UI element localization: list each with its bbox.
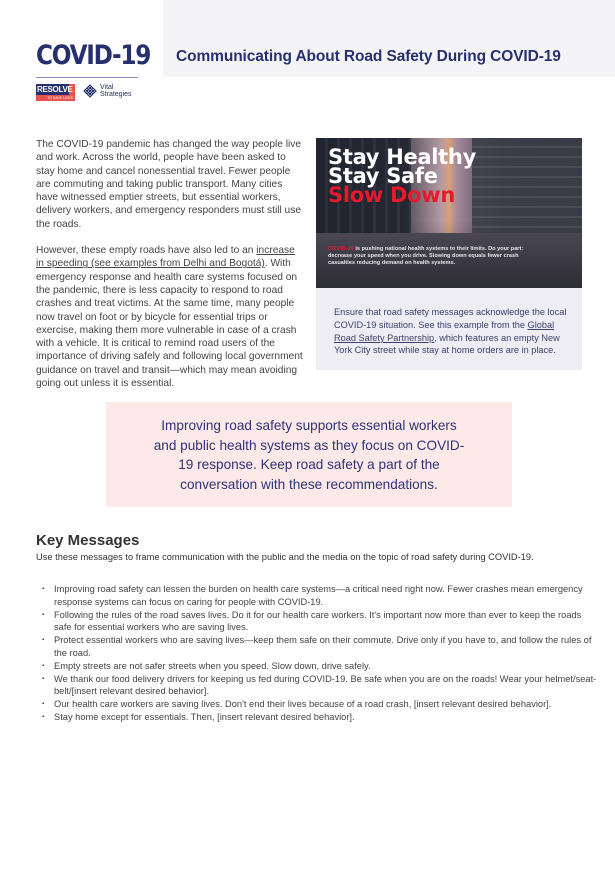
poster-caption-highlight: COVID-19 [328, 246, 354, 252]
poster-headline-line3: Slow Down [328, 183, 455, 207]
intro-paragraph-2 [36, 244, 304, 390]
key-messages-list [42, 583, 597, 724]
document-title: Communicating About Road Safety During COVID-19 [176, 48, 561, 65]
example-description [334, 306, 574, 357]
example-campaign-card [316, 138, 582, 370]
campaign-poster-image [316, 138, 582, 288]
poster-headline-line1: Stay Healthy [328, 145, 476, 169]
resolve-logo-text: RESOLVE [36, 84, 75, 95]
vital-text-line2: Strategies [100, 91, 132, 98]
list-item: ▪ Our health care workers are saving lives. Don't end their lives because of a road crash, [insert relevant desired behavior]. [42, 698, 597, 711]
key-messages-subtitle: Use these messages to frame communication with the public and the media on the topic of road safety during COVID-19. [36, 552, 534, 562]
example-text-before-link: Ensure that road safety messages acknowledge the local COVID-19 situation. See this example from the [334, 307, 567, 330]
list-item: ▪ Stay home except for essentials. Then, [insert relevant desired behavior]. [42, 711, 597, 724]
brand-divider [36, 77, 138, 78]
resolve-to-save-lives-logo [36, 84, 75, 101]
intro-section [36, 138, 304, 403]
poster-caption [328, 246, 533, 268]
poster-caption-text: is pushing national health systems to their limits. Do your part: decrease your speed when you drive. Slowing down equals fewer crash casualties reducing demand on health systems. [328, 246, 524, 267]
list-item: ▪ Empty streets are not safer streets when you speed. Slow down, drive safely. [42, 660, 597, 673]
poster-headline [328, 145, 476, 207]
key-messages-heading: Key Messages [36, 532, 140, 549]
poster-headline-line2: Stay Safe [328, 164, 438, 188]
example-text-after-link: , which features an empty New York City street while stay at home orders are in place. [334, 332, 560, 356]
callout-text: Improving road safety supports essential workers and public health systems as they focus on COVID-19 response. Keep road safety a part of the conversation with these recommendations. [153, 418, 465, 492]
vital-strategies-logo [82, 83, 132, 99]
resolve-logo-tagline: TO SAVE LIVES [36, 95, 75, 101]
intro-text-after-link: . With emergency response and health care systems focused on the pandemic, there is less capacity to respond to road crashes and treat victims. At the same time, many people now travel on foot or by bicycle for essential trips or exercise, making them more vulnerable in case of a crash with a vehicle. It is critical to remind road users of the importance of driving safely and following local government guidance on travel and transit—which may mean avoiding going out unless it is essential. [36, 258, 303, 390]
global-road-safety-partnership-link[interactable]: Global Road Safety Partnership [334, 319, 555, 343]
list-item: ▪ We thank our food delivery drivers for keeping us fed during COVID-19. Be safe when you are on the roads! Wear your helmet/seat-belt/[insert relevant desired behavior]. [42, 673, 597, 699]
intro-text-before-link: However, these empty roads have also led to an [36, 245, 257, 257]
speeding-examples-link[interactable]: increase in speeding (see examples from Delhi and Bogotá) [36, 245, 295, 270]
vital-text-line1: Vital [100, 84, 114, 91]
list-item: ▪ Following the rules of the road saves lives. Do it for our health care workers. It's important now more than ever to keep the roads safe for essential workers who are saving lives. [42, 609, 597, 635]
intro-paragraph-1: The COVID-19 pandemic has changed the way people live and work. Across the world, people have been asked to stay home and cancel nonessential travel. Fewer people are commuting and taking public transport. Many cities have witnessed emptier streets, but essential workers, delivery workers, and emergency responders must still use the roads. [36, 139, 302, 230]
callout-box [106, 402, 512, 507]
vital-strategies-wordmark [100, 84, 132, 98]
vital-strategies-mark-icon [82, 83, 98, 99]
list-item: ▪ Protect essential workers who are saving lives—keep them safe on their commute. Drive only if you have to, and follow the rules of the road. [42, 634, 597, 660]
list-item: ▪ Improving road safety can lessen the burden on health care systems—a critical need right now. Fewer crashes mean emergency response systems can focus on caring for people with COVID-19. [42, 583, 597, 609]
brand-title: COVID-19 [36, 40, 151, 71]
